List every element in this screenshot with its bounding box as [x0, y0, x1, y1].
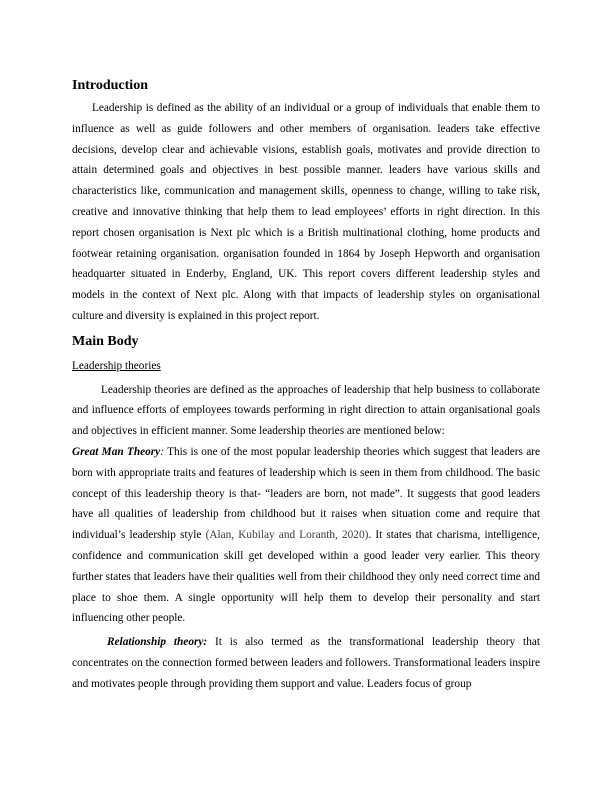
introduction-heading: Introduction: [72, 78, 148, 93]
great-man-theory-separator: :: [160, 445, 164, 458]
leadership-theories-subheading-text: Leadership theories: [72, 359, 161, 372]
great-man-theory-text: This is one of the most popular leadership theories which suggest that leaders are born with appropriate traits and features of leadership which is seen in them from childhood. The basic concept of this leadership theory is that- “leaders are born, not made”. It suggests that good leaders have all qualities of leadership from childhood but it raises when situation come and require that individual’s leadership style: [72, 445, 540, 542]
main-body-heading: Main Body: [72, 333, 139, 349]
great-man-theory-term: Great Man Theory: [72, 445, 161, 458]
great-man-theory-paragraph: [72, 442, 540, 629]
relationship-theory-text: It is also termed as the transformational leadership theory that concentrates on the connection formed between leaders and followers. Transformational leaders inspire and motivates people through providing them support and value. Leaders focus of group: [72, 636, 541, 690]
leadership-theories-subheading: [72, 356, 540, 377]
relationship-theory-term: Relationship theory:: [107, 636, 208, 649]
relationship-theory-paragraph: [72, 632, 540, 694]
leadership-theories-paragraph: Leadership theories are defined as the approaches of leadership that help business to collaborate and influence efforts of employees towards performing in right direction to attain organisational goals and objectives in efficient manner. Some leadership theories are mentioned below:: [72, 383, 540, 438]
great-man-theory-text-continued: . It states that charisma, intelligence, confidence and communication skill get developed within a good leader very earlier. This theory further states that leaders have their qualities well from their childhood they only need correct time and place to shoe them. A single opportunity will help them to develop their personality and start influencing other people.: [72, 529, 540, 625]
page-content: [72, 76, 540, 695]
great-man-theory-citation: (Alan, Kubilay and Loranth, 2020): [205, 529, 369, 542]
introduction-paragraph: Leadership is defined as the ability of an individual or a group of individuals that enable them to influence as well as guide followers and other members of organisation. leaders take effective decisions, develop clear and achievable visions, establish goals, motivates and provide direction to attain determined goals and objectives in best possible manner. leaders have various skills and characteristics like, communication and management skills, openness to change, willing to take risk, creative and innovative thinking that help them to lead employees’ efforts in right direction. In this report chosen organisation is Next plc which is a British multinational clothing, home products and footwear retaining organisation. organisation founded in 1864 by Joseph Hepworth and organisation headquarter situated in Enderby, England, UK. This report covers different leadership styles and models in the context of Next plc. Along with that impacts of leadership styles on organisational culture and diversity is explained in this project report.: [72, 102, 540, 322]
